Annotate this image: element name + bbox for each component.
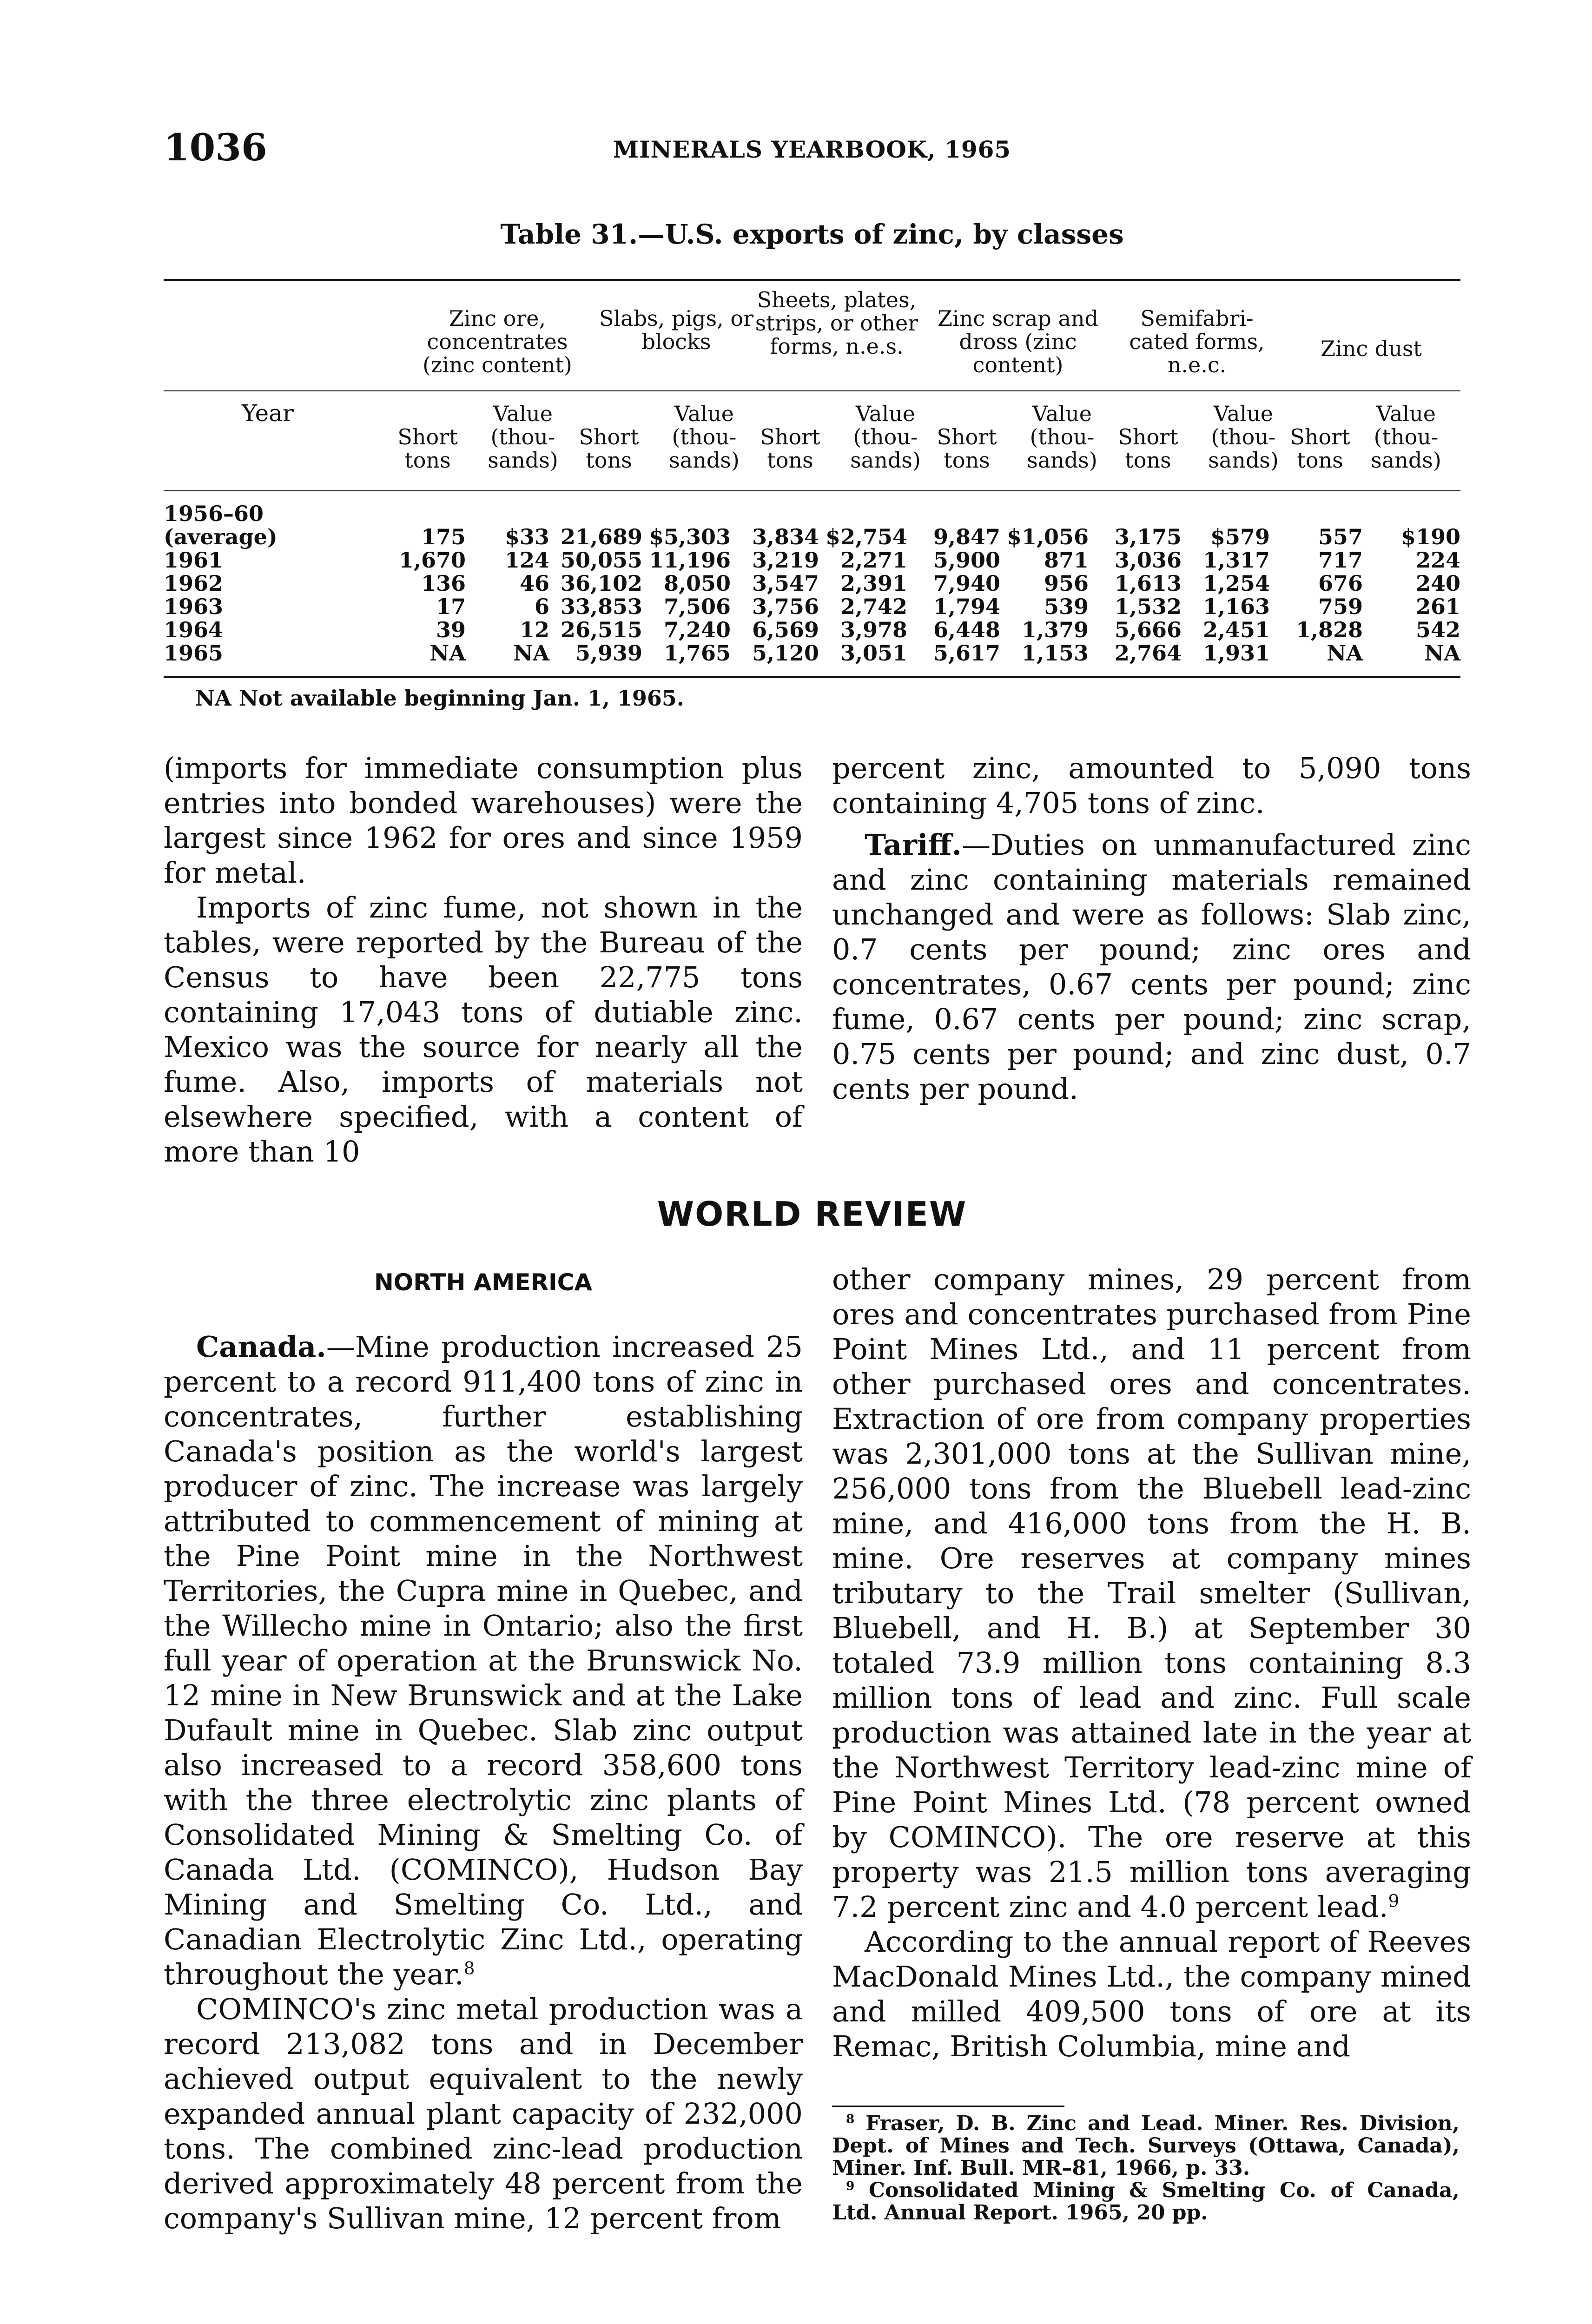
value-heading: Value (thou-sands) <box>1208 401 1279 473</box>
table-cell: $5,303 <box>648 524 731 549</box>
table-cell: 871 <box>1044 548 1089 573</box>
table-cell: 11,196 <box>648 548 731 573</box>
footnote <box>832 2113 1460 2179</box>
table-cell: 2,764 <box>1114 640 1182 666</box>
table-cell: NA <box>513 640 549 666</box>
upper-left-column <box>164 751 803 1169</box>
table-cell: 1,670 <box>398 548 466 573</box>
table-cell: 17 <box>436 594 466 619</box>
group-heading-zinc-ore: Zinc ore, concentrates (zinc content) <box>423 306 572 377</box>
qty-heading: Short tons <box>579 424 639 473</box>
group-heading-zinc-dust: Zinc dust <box>1321 336 1422 361</box>
group-heading-semifabricated: Semifabri-cated forms, n.e.c. <box>1129 306 1265 377</box>
table-header-rule <box>164 490 1460 491</box>
table-cell: 3,756 <box>752 594 819 619</box>
table-bottom-rule <box>164 676 1460 678</box>
paragraph: According to the annual report of Reeves MacDonald Mines Ltd., the company mined and milled 409,500 tons of ore at its Remac, British Columbia, mine and <box>832 1925 1471 2063</box>
table-cell: 1,153 <box>1021 640 1089 666</box>
table-cell: 717 <box>1318 548 1363 573</box>
year-cell: 1965 <box>164 640 224 666</box>
year-cell: 1962 <box>164 571 224 596</box>
table-row <box>164 641 1460 665</box>
table-cell: 5,900 <box>933 548 1000 573</box>
footnote-number: 8 <box>846 2112 855 2126</box>
table-cell: 261 <box>1415 594 1460 619</box>
footnote-rule <box>832 2106 1064 2107</box>
table-cell: 1,828 <box>1295 617 1363 642</box>
paragraph-text: —Duties on unmanufactured zinc and zinc containing materials remained unchanged and were as follows: Slab zinc, 0.7 cents per pound; zinc ores and concentrates, 0.67 cents per pound; zinc fume, 0.67 cents per pound; zinc scrap, 0.75 cents per pound; and zinc dust, 0.7 cents per pound. <box>832 828 1471 1106</box>
table-cell: 7,240 <box>663 617 731 642</box>
group-heading-sheets: Sheets, plates, strips, or other forms, n.e.s. <box>755 287 918 359</box>
table-top-rule <box>164 279 1460 281</box>
table-row <box>164 572 1460 595</box>
table-cell: 3,036 <box>1114 548 1182 573</box>
table-cell: NA <box>1424 640 1460 666</box>
group-heading-zinc-scrap: Zinc scrap and dross (zinc content) <box>937 306 1099 377</box>
footnote <box>832 2179 1460 2224</box>
table-cell: 6 <box>534 594 549 619</box>
table-cell: 1,794 <box>933 594 1000 619</box>
paragraph: percent zinc, amounted to 5,090 tons containing 4,705 tons of zinc. <box>832 751 1471 820</box>
table-cell: 3,175 <box>1114 524 1182 549</box>
footnote-text: Consolidated Mining & Smelting Co. of Canada, Ltd. Annual Report. 1965, 20 pp. <box>832 2179 1460 2225</box>
year-column-heading: Year <box>242 400 294 427</box>
table-cell: 1,532 <box>1114 594 1182 619</box>
table-cell: $33 <box>504 524 549 549</box>
paragraph-canada <box>164 1329 803 1992</box>
table-cell: 36,102 <box>560 571 642 596</box>
qty-heading: Short tons <box>1290 424 1350 473</box>
value-heading: Value (thou-sands) <box>669 401 740 473</box>
table-cell: $1,056 <box>1006 524 1089 549</box>
table-cell: 9,847 <box>933 524 1000 549</box>
paragraph: Imports of zinc fume, not shown in the tables, were reported by the Bureau of the Census to have been 22,775 tons containing 17,043 tons of dutiable zinc. Mexico was the source for nearly all the fume. Also, imports of materials not elsewhere specified, with a content of more than 10 <box>164 891 803 1169</box>
value-heading: Value (thou-sands) <box>488 401 558 473</box>
table-cell: NA <box>429 640 466 666</box>
qty-heading: Short tons <box>937 424 997 473</box>
table-cell: 50,055 <box>560 548 642 573</box>
table-cell: 5,120 <box>752 640 819 666</box>
table-cell: 542 <box>1415 617 1460 642</box>
lower-left-column <box>164 1329 803 2236</box>
table-cell: 46 <box>519 571 549 596</box>
table-cell: 1,163 <box>1202 594 1270 619</box>
table-cell: 175 <box>421 524 466 549</box>
table-cell: 21,689 <box>560 524 642 549</box>
table-cell: 2,271 <box>840 548 907 573</box>
table-cell: 7,506 <box>663 594 731 619</box>
paragraph <box>832 1262 1471 1924</box>
table-cell: 1,379 <box>1021 617 1089 642</box>
table-cell: 1,254 <box>1202 571 1270 596</box>
table-cell: 26,515 <box>560 617 642 642</box>
table-cell: 2,451 <box>1202 617 1270 642</box>
zinc-exports-table <box>164 502 1460 665</box>
table-title: Table 31.—U.S. exports of zinc, by classes <box>500 218 1124 250</box>
year-cell: 1956–60 (average) <box>164 501 277 549</box>
page-number: 1036 <box>164 125 267 169</box>
group-heading-slabs: Slabs, pigs, or blocks <box>599 306 754 354</box>
table-group-rule <box>164 390 1460 391</box>
table-cell: 33,853 <box>560 594 642 619</box>
table-cell: 1,613 <box>1114 571 1182 596</box>
table-cell: 5,666 <box>1114 617 1182 642</box>
table-cell: 1,765 <box>663 640 731 666</box>
lower-right-column <box>832 1262 1471 2064</box>
run-in-heading: Tariff. <box>865 828 962 862</box>
section-title: WORLD REVIEW <box>657 1195 967 1234</box>
table-cell: 3,219 <box>752 548 819 573</box>
value-heading: Value (thou-sands) <box>850 401 921 473</box>
year-cell: 1964 <box>164 617 224 642</box>
table-cell: 6,448 <box>933 617 1000 642</box>
table-cell: NA <box>1327 640 1363 666</box>
table-cell: 1,317 <box>1202 548 1270 573</box>
table-cell: 759 <box>1318 594 1363 619</box>
table-cell: $190 <box>1400 524 1460 549</box>
table-cell: 3,834 <box>752 524 819 549</box>
table-cell: 5,617 <box>933 640 1000 666</box>
paragraph: (imports for immediate consumption plus entries into bonded warehouses) were the largest since 1962 for ores and since 1959 for metal. <box>164 751 803 890</box>
footnote-ref: 8 <box>463 1958 475 1979</box>
running-title: MINERALS YEARBOOK, 1965 <box>613 136 1011 163</box>
value-heading: Value (thou-sands) <box>1027 401 1097 473</box>
footnote-number: 9 <box>846 2179 855 2193</box>
run-in-heading: Canada. <box>196 1330 326 1364</box>
region-title: NORTH AMERICA <box>374 1269 593 1296</box>
table-cell: 224 <box>1415 548 1460 573</box>
value-heading: Value (thou-sands) <box>1371 401 1441 473</box>
page-header <box>164 125 1460 181</box>
table-cell: 6,569 <box>752 617 819 642</box>
table-cell: 3,978 <box>840 617 907 642</box>
table-cell: 240 <box>1415 571 1460 596</box>
table-cell: 5,939 <box>575 640 642 666</box>
qty-heading: Short tons <box>1118 424 1178 473</box>
table-row <box>164 548 1460 572</box>
table-cell: 676 <box>1318 571 1363 596</box>
table-note: NA Not available beginning Jan. 1, 1965. <box>195 686 684 711</box>
table-cell: 12 <box>519 617 549 642</box>
table-cell: 136 <box>421 571 466 596</box>
table-row <box>164 618 1460 641</box>
paragraph-text: —Mine production increased 25 percent to a record 911,400 tons of zinc in concentrates, further establishing Canada's position as the world's largest producer of zinc. The increase was largely attributed to commencement of mining at the Pine Point mine in the Northwest Territories, the Cupra mine in Quebec, and the Willecho mine in Ontario; also the first full year of operation at the Brunswick No. 12 mine in New Brunswick and at the Lake Dufault mine in Quebec. Slab zinc output also increased to a record 358,600 tons with the three electrolytic zinc plants of Consolidated Mining & Smelting Co. of Canada Ltd. (COMINCO), Hudson Bay Mining and Smelting Co. Ltd., and Canadian Electrolytic Zinc Ltd., operating throughout the year. <box>164 1330 803 1991</box>
paragraph-tariff <box>832 827 1471 1106</box>
year-cell: 1963 <box>164 594 224 619</box>
table-cell: 557 <box>1318 524 1363 549</box>
paragraph: COMINCO's zinc metal production was a record 213,082 tons and in December achieved output equivalent to the newly expanded annual plant capacity of 232,000 tons. The combined zinc-lead production derived approximately 48 percent from the company's Sullivan mine, 12 percent from <box>164 1992 803 2235</box>
qty-heading: Short tons <box>397 424 458 473</box>
table-row <box>164 595 1460 618</box>
table-cell: 3,051 <box>840 640 907 666</box>
table-cell: 3,547 <box>752 571 819 596</box>
table-cell: 956 <box>1044 571 1089 596</box>
table-row <box>164 502 1460 548</box>
footnote-ref: 9 <box>1388 1890 1400 1911</box>
table-cell: $2,754 <box>825 524 907 549</box>
qty-heading: Short tons <box>760 424 820 473</box>
year-cell: 1961 <box>164 548 224 573</box>
table-cell: 2,391 <box>840 571 907 596</box>
paragraph-text: other company mines, 29 percent from ores and concentrates purchased from Pine Point Mines Ltd., and 11 percent from other purchased ores and concentrates. Extraction of ore from company properties was 2,301,000 tons at the Sullivan mine, 256,000 tons from the Bluebell lead-zinc mine, and 416,000 tons from the H. B. mine. Ore reserves at company mines tributary to the Trail smelter (Sullivan, Bluebell, and H. B.) at September 30 totaled 73.9 million tons containing 8.3 million tons of lead and zinc. Full scale production was attained late in the year at the Northwest Territory lead-zinc mine of Pine Point Mines Ltd. (78 percent owned by COMINCO). The ore reserve at this property was 21.5 million tons averaging 7.2 percent zinc and 4.0 percent lead. <box>832 1262 1471 1924</box>
upper-right-column <box>832 751 1471 1106</box>
footnote-text: Fraser, D. B. Zinc and Lead. Miner. Res. Division, Dept. of Mines and Tech. Surveys (Ottawa, Canada), Miner. Inf. Bull. MR–81, 1966, p. 33. <box>832 2112 1460 2180</box>
table-cell: 2,742 <box>840 594 907 619</box>
table-cell: 539 <box>1044 594 1089 619</box>
table-cell: $579 <box>1210 524 1270 549</box>
table-cell: 8,050 <box>663 571 731 596</box>
footnotes <box>832 2113 1460 2224</box>
table-cell: 1,931 <box>1202 640 1270 666</box>
table-cell: 124 <box>504 548 549 573</box>
table-cell: 39 <box>436 617 466 642</box>
table-cell: 7,940 <box>933 571 1000 596</box>
